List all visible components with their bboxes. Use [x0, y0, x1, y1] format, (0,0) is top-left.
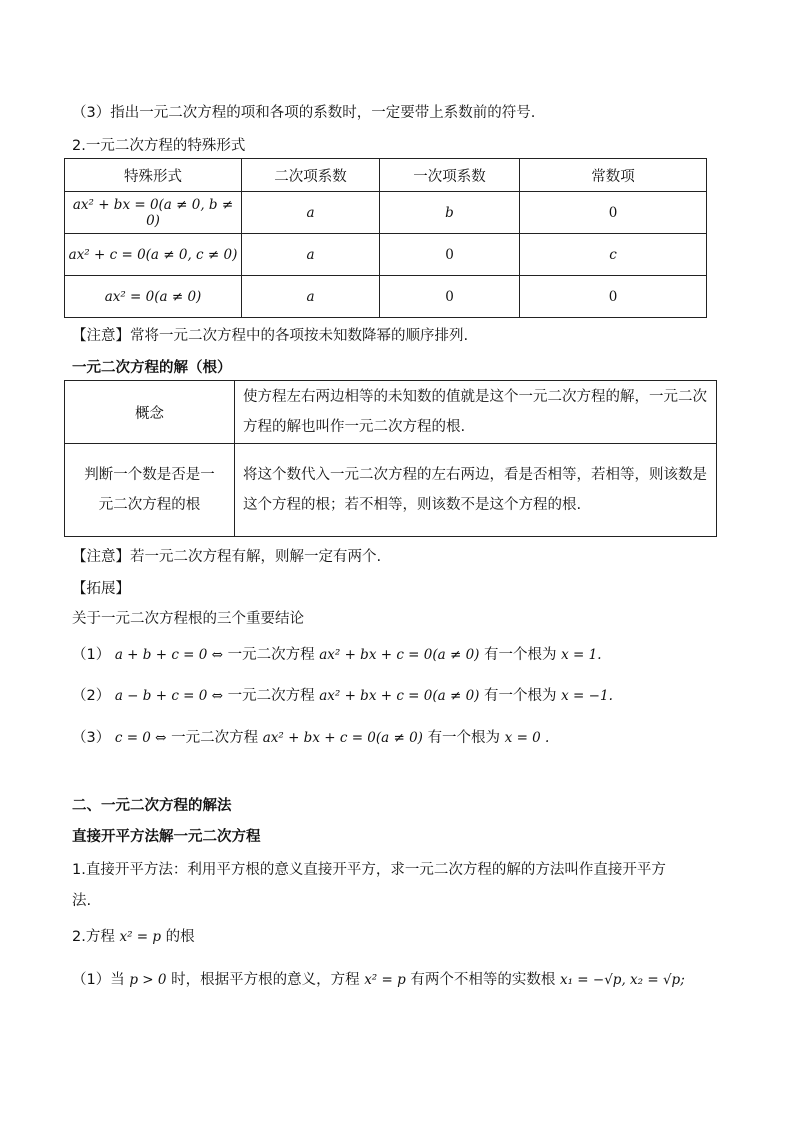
quadratic-coef-cell: a	[242, 276, 380, 318]
linear-coef-cell: 0	[380, 234, 520, 276]
item-equation: ax² + bx + c = 0(a ≠ 0)	[262, 730, 423, 746]
item-number: （1）	[72, 647, 111, 663]
item-equation: ax² + bx + c = 0(a ≠ 0)	[319, 647, 480, 663]
item-text: 一元二次方程	[227, 688, 315, 704]
form-cell: ax² = 0(a ≠ 0)	[65, 276, 242, 318]
item-condition: c = 0 ⇔	[114, 730, 167, 746]
header-cell: 特殊形式	[65, 159, 242, 192]
item-text: 一元二次方程	[171, 730, 259, 746]
table-header-row	[65, 159, 707, 192]
item-text: 有一个根为	[484, 647, 557, 663]
conclusion-item-2	[72, 684, 613, 705]
case-1-roots: x₁ = −√p, x₂ = √p;	[559, 972, 685, 988]
roots-heading: 一元二次方程的解（根）	[72, 360, 232, 376]
linear-coef-cell: b	[380, 192, 520, 234]
table-row	[65, 276, 707, 318]
case-1	[72, 968, 685, 989]
note-1: 【注意】常将一元二次方程中的各项按未知数降幂的顺序排列.	[72, 328, 469, 344]
concept-label-cell: 概念	[65, 381, 235, 444]
intro-line: （3）指出一元二次方程的项和各项的系数时，一定要带上系数前的符号.	[72, 105, 536, 121]
quadratic-coef-cell: a	[242, 192, 380, 234]
conclusion-item-1	[72, 643, 602, 664]
p2-equation: x² = p	[119, 929, 162, 945]
table-row	[65, 234, 707, 276]
form-cell: ax² + c = 0(a ≠ 0, c ≠ 0)	[65, 234, 242, 276]
quadratic-coef-cell: a	[242, 234, 380, 276]
item-condition: a + b + c = 0 ⇔	[114, 647, 223, 663]
header-cell: 常数项	[520, 159, 707, 192]
extension-intro: 关于一元二次方程根的三个重要结论	[72, 611, 304, 627]
table-row	[65, 444, 717, 537]
item-text: 有一个根为	[484, 688, 557, 704]
case-1-tail: 有两个不相等的实数根	[410, 972, 556, 988]
constant-cell: 0	[520, 276, 707, 318]
item-equation: ax² + bx + c = 0(a ≠ 0)	[319, 688, 480, 704]
case-1-equation: x² = p	[364, 972, 406, 988]
p2-suffix: 的根	[165, 929, 195, 945]
case-1-mid: 时，根据平方根的意义，方程	[171, 972, 360, 988]
case-1-condition: p > 0	[129, 972, 167, 988]
header-cell: 一次项系数	[380, 159, 520, 192]
judge-label-cell: 判断一个数是否是一元二次方程的根	[65, 444, 235, 537]
item-root: x = 1.	[561, 647, 602, 663]
extension-heading: 【拓展】	[72, 581, 130, 597]
item-number: （3）	[72, 730, 111, 746]
conclusion-item-3	[72, 726, 549, 747]
special-forms-heading: 2.一元二次方程的特殊形式	[72, 138, 246, 154]
section-subtitle: 直接开平方法解一元二次方程	[72, 829, 261, 845]
constant-cell: 0	[520, 192, 707, 234]
item-root: x = −1.	[561, 688, 613, 704]
paragraph-1-line-1: 1.直接开平方法：利用平方根的意义直接开平方，求一元二次方程的解的方法叫作直接开平方	[72, 862, 666, 878]
form-cell: ax² + bx = 0(a ≠ 0, b ≠ 0)	[65, 192, 242, 234]
p2-prefix: 2.方程	[72, 929, 115, 945]
item-condition: a − b + c = 0 ⇔	[114, 688, 223, 704]
section-title: 二、一元二次方程的解法	[72, 798, 232, 814]
paragraph-1-line-2: 法.	[72, 893, 92, 909]
constant-cell: c	[520, 234, 707, 276]
header-cell: 二次项系数	[242, 159, 380, 192]
note-2: 【注意】若一元二次方程有解，则解一定有两个.	[72, 549, 382, 565]
judge-text-cell: 将这个数代入一元二次方程的左右两边，看是否相等，若相等，则该数是这个方程的根；若不相等，则该数不是这个方程的根.	[235, 444, 717, 537]
item-root: x = 0 .	[504, 730, 550, 746]
linear-coef-cell: 0	[380, 276, 520, 318]
special-forms-table	[64, 158, 707, 318]
item-text: 一元二次方程	[227, 647, 315, 663]
item-text: 有一个根为	[427, 730, 501, 746]
case-1-prefix: （1）当	[72, 972, 125, 988]
item-number: （2）	[72, 688, 111, 704]
concept-text-cell: 使方程左右两边相等的未知数的值就是这个一元二次方程的解，一元二次方程的解也叫作一元二次方程的根.	[235, 381, 717, 444]
paragraph-2	[72, 925, 195, 946]
table-row	[65, 381, 717, 444]
roots-table	[64, 380, 717, 537]
table-row	[65, 192, 707, 234]
